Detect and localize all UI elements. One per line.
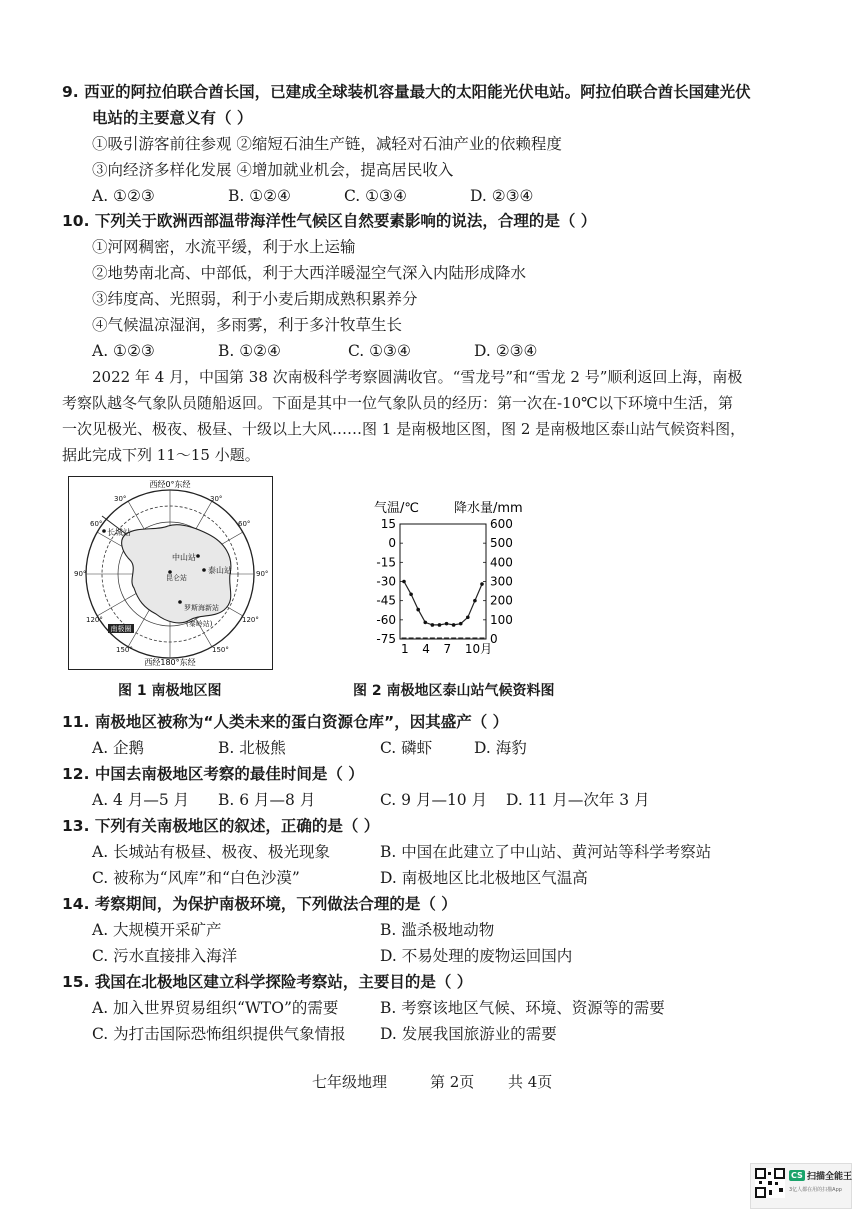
right-tick-label: 200 [490,593,513,608]
precipitation-bar [480,637,485,639]
option-c: C. 污水直接排入海洋 [92,947,238,965]
q12-options [92,790,652,810]
left-tick-label: -30 [376,574,396,589]
temperature-point [416,608,420,612]
right-tick-label: 600 [490,517,513,531]
q15-options-row2 [92,1024,772,1044]
qr-code-icon [755,1168,785,1198]
x-tick-label: 7 [443,642,452,656]
left-tick-label: 0 [388,536,396,551]
sea-label: 南极圈 [110,625,132,633]
option-b: B. 6 月—8 月 [218,791,316,809]
precipitation-bar [451,637,456,639]
station-rossnew: 罗斯海新站 [184,604,219,612]
option-c: C. ①③④ [344,187,407,205]
q9-options [92,186,552,206]
left-tick-label: 15 [380,517,396,531]
footer-page: 第 2页 [430,1073,475,1091]
q10-stem: 10. 下列关于欧洲西部温带海洋性气候区自然要素影响的说法，合理的是（ ） [62,212,597,230]
station-changcheng: 长城站 [107,528,131,537]
lon-label-60e: 60° [238,520,251,528]
intro-line2: 考察队越冬气象队员随船返回。下面是其中一位气象队员的经历：第一次在-10℃以下环境中生活，第 [62,394,733,412]
station-qinling: (秦岭站) [186,620,213,628]
left-tick-label: -45 [376,593,396,608]
right-tick-label: 300 [490,574,513,589]
q10-item-3: ③纬度高、光照弱，利于小麦后期成熟积累养分 [92,290,418,308]
precipitation-bar [444,637,449,639]
intro-line3: 一次见极光、极夜、极昼、十级以上大风……图 1 是南极地区图，图 2 是南极地区泰山站气候资料图， [62,420,746,438]
scanner-watermark [750,1163,852,1209]
option-d: D. 南极地区比北极地区气温高 [380,869,588,887]
option-a: A. 长城站有极昼、极夜、极光现象 [92,843,331,861]
precipitation-bar [430,637,435,639]
option-c: C. 为打击国际恐怖组织提供气象情报 [92,1025,346,1043]
q13-options-row1 [92,842,732,862]
temperature-line [404,582,482,625]
lon-label-120e: 120° [242,616,259,624]
option-d: D. ②③④ [474,342,538,360]
lon-label-120w: 120° [86,616,103,624]
chart-ylabel-left: 气温/℃ [374,501,419,516]
option-d: D. 海豹 [474,739,527,757]
lon-label-30e: 30° [210,495,223,503]
precipitation-bar [402,637,407,639]
temperature-point [473,599,477,603]
q9-stem-line1: 9. 西亚的阿拉伯联合酋长国，已建成全球装机容量最大的太阳能光伏电站。阿拉伯联合酋长国建光伏 [62,83,751,101]
temperature-point [431,623,435,627]
option-c: C. 9 月—10 月 [380,791,488,809]
scanner-logo-icon: CS [791,1171,803,1180]
option-b: B. 北极熊 [218,739,286,757]
q13-options-row2 [92,868,732,888]
temperature-point [466,615,470,619]
q9-items-line1: ①吸引游客前往参观 ②缩短石油生产链，减轻对石油产业的依赖程度 [92,135,562,153]
left-tick-label: -75 [376,632,396,646]
precipitation-bar [409,637,414,639]
option-b: B. ①②④ [228,187,291,205]
station-kunlun: 昆仑站 [166,574,187,582]
lon-label-90e: 90° [256,570,269,578]
scanner-name: 扫描全能王 [807,1172,853,1182]
temperature-point [423,621,427,625]
temperature-point [445,622,449,626]
q13-stem: 13. 下列有关南极地区的叙述，正确的是（ ） [62,817,380,835]
temperature-point [459,622,463,626]
option-b: B. 滥杀极地动物 [380,921,495,939]
q15-options-row1 [92,998,772,1018]
option-d: D. 不易处理的废物运回国内 [380,947,573,965]
option-a: A. 企鹅 [92,739,145,757]
option-a: A. 4 月—5 月 [92,791,190,809]
q15-stem: 15. 我国在北极地区建立科学探险考察站，主要目的是（ ） [62,973,473,991]
antarctica-map [68,476,273,670]
left-tick-label: -60 [376,612,396,627]
lon-label-30w: 30° [114,495,127,503]
left-tick-label: -15 [376,555,396,570]
scanner-sub: 3亿人都在用的扫描App [789,1187,842,1193]
taishan-climate-chart [368,496,528,662]
x-tick-label: 10月 [464,642,493,656]
map-bottom-label: 西经180°东经 [144,658,196,667]
station-zhongshan: 中山站 [172,553,196,562]
option-b: B. 中国在此建立了中山站、黄河站等科学考察站 [380,843,712,861]
lon-label-60w: 60° [90,520,103,528]
option-d: D. 发展我国旅游业的需要 [380,1025,557,1043]
right-tick-label: 100 [490,612,513,627]
footer-total: 共 4页 [508,1073,553,1091]
q12-stem: 12. 中国去南极地区考察的最佳时间是（ ） [62,765,364,783]
q10-item-2: ②地势南北高、中部低，利于大西洋暖湿空气深入内陆形成降水 [92,264,527,282]
option-a: A. ①②③ [92,187,155,205]
q10-item-4: ④气候温凉湿润，多雨雾，利于多汁牧草生长 [92,316,403,334]
q10-options [92,341,562,361]
option-a: A. ①②③ [92,342,155,360]
lon-label-90w: 90° [74,570,87,578]
map-top-label: 西经0°东经 [149,480,191,489]
precipitation-bar [465,637,470,639]
temperature-point [409,592,413,596]
q9-items-line2: ③向经济多样化发展 ④增加就业机会，提高居民收入 [92,161,454,179]
intro-line4: 据此完成下列 11～15 小题。 [62,446,260,464]
temperature-point [438,623,442,627]
option-c: C. 磷虾 [380,739,433,757]
option-b: B. 考察该地区气候、环境、资源等的需要 [380,999,665,1017]
right-tick-label: 500 [490,536,513,551]
q14-options-row1 [92,920,732,940]
footer-subject: 七年级地理 [312,1073,388,1091]
precipitation-bar [416,637,421,639]
option-c: C. ①③④ [348,342,411,360]
option-d: D. 11 月—次年 3 月 [506,791,650,809]
q14-options-row2 [92,946,732,966]
option-a: A. 大规模开采矿产 [92,921,222,939]
temperature-point [480,582,484,586]
lon-label-150w: 150° [116,646,133,654]
x-tick-label: 4 [422,642,430,656]
intro-line1: 2022 年 4 月，中国第 38 次南极科学考察圆满收官。“雪龙号”和“雪龙 2 号”顺利返回上海，南极 [92,368,743,386]
q11-stem: 11. 南极地区被称为“人类未来的蛋白资源仓库”，因其盛产（ ） [62,713,509,731]
option-c: C. 被称为“风库”和“白色沙漠” [92,869,300,887]
fig2-caption: 图 2 南极地区泰山站气候资料图 [353,683,555,699]
station-taishan: 泰山站 [208,566,232,575]
temperature-point [402,580,406,584]
precipitation-bar [423,637,428,639]
option-a: A. 加入世界贸易组织“WTO”的需要 [92,999,339,1017]
temperature-point [452,623,456,627]
chart-ylabel-right: 降水量/mm [454,501,523,516]
precipitation-bar [472,637,477,639]
x-tick-label: 1 [401,642,409,656]
option-d: D. ②③④ [470,187,534,205]
option-b: B. ①②④ [218,342,281,360]
precipitation-bar [437,637,442,639]
lon-label-150e: 150° [212,646,229,654]
precipitation-bar [458,637,463,639]
q11-options [92,738,552,758]
q14-stem: 14. 考察期间，为保护南极环境，下列做法合理的是（ ） [62,895,457,913]
right-tick-label: 400 [490,555,513,570]
q9-stem-line2: 电站的主要意义有（ ） [92,109,253,127]
right-tick-label: 0 [490,632,498,646]
q10-item-1: ①河网稠密，水流平缓，利于水上运输 [92,238,356,256]
fig1-caption: 图 1 南极地区图 [118,683,222,699]
